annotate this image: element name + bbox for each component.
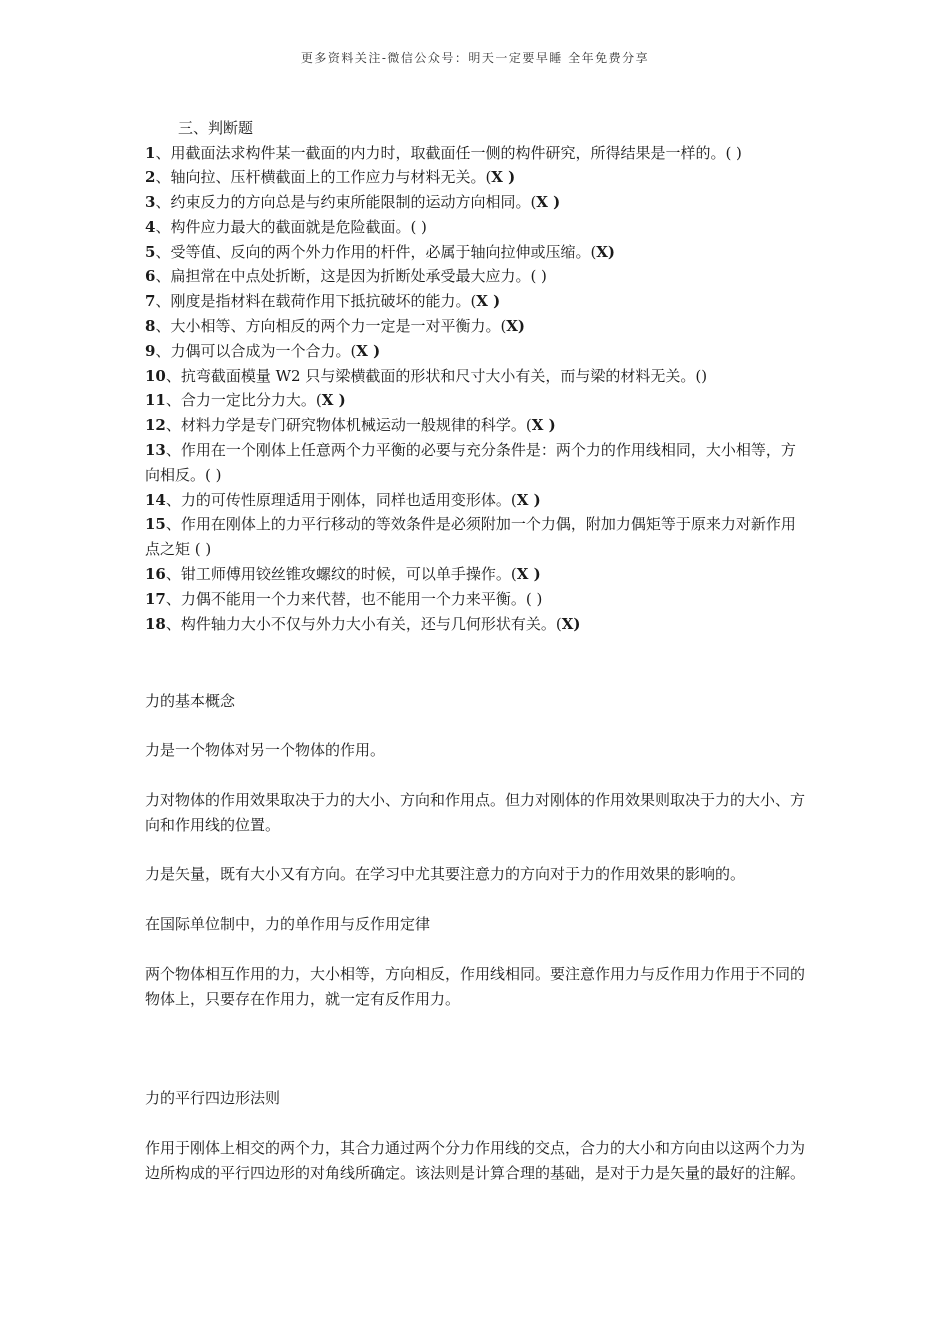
question-item [145,488,810,513]
question-number: 4 [145,217,156,236]
paragraph-si-units: 在国际单位制中，力的单作用与反作用定律 [145,915,431,933]
question-text: 、约束反力的方向总是与约束所能限制的运动方向相同。( [155,193,537,212]
question-number: 1 [145,143,156,162]
question-item [145,215,810,240]
question-item [145,413,810,438]
question-item [145,562,810,587]
question-item [145,314,810,339]
question-text: 、材料力学是专门研究物体机械运动一般规律的科学。( [165,416,532,435]
question-text: 、用截面法求构件某一截面的内力时，取截面任一侧的构件研究，所得结果是一样的。( ) [155,143,742,162]
question-number: 15 [145,515,166,534]
question-item [145,289,810,314]
question-text: 、抗弯截面模量 W2 只与梁横截面的形状和尺寸大小有关，而与梁的材料无关。() [165,366,708,385]
paragraph-force-effect: 力对物体的作用效果取决于力的大小、方向和作用点。但力对刚体的作用效果则取决于力的大小、方向和作用线的位置。 [145,791,806,834]
question-item [145,364,810,389]
question-text: 、合力一定比分力大。( [165,391,322,410]
question-text: 、力偶可以合成为一个合力。( [155,341,357,360]
heading-force-basic-concept: 力的基本概念 [145,692,236,710]
question-number: 16 [145,565,166,584]
question-text: 、构件轴力大小不仅与外力大小有关，还与几何形状有关。( [165,614,562,633]
question-item [145,612,810,637]
question-number: 10 [145,366,166,385]
question-number: 7 [145,292,156,311]
question-text: 、受等值、反向的两个外力作用的杆件，必属于轴向拉伸或压缩。( [155,242,597,261]
heading-parallelogram-law: 力的平行四边形法则 [145,1089,281,1107]
paragraph-action-reaction: 两个物体相互作用的力，大小相等，方向相反，作用线相同。要注意作用力与反作用力作用于不同的物体上，只要存在作用力，就一定有反作用力。 [145,965,806,1008]
question-number: 18 [145,614,166,633]
question-answer: X ) [476,292,501,311]
question-list [145,141,810,637]
question-text: 、扁担常在中点处折断，这是因为折断处承受最大应力。( ) [155,267,547,286]
question-text: 、力偶不能用一个力来代替，也不能用一个力来平衡。( ) [165,589,543,608]
question-text: 、作用在刚体上的力平行移动的等效条件是必须附加一个力偶，附加力偶矩等于原来力对新作用点之矩 ( ) [145,515,796,559]
question-text: 、力的可传性原理适用于刚体，同样也适用变形体。( [165,490,517,509]
question-number: 3 [145,193,156,212]
question-number: 14 [145,490,166,509]
question-text: 、钳工师傅用铰丝锥攻螺纹的时候，可以单手操作。( [165,565,517,584]
question-text: 、构件应力最大的截面就是危险截面。( ) [155,217,427,236]
question-item [145,587,810,612]
question-number: 9 [145,341,156,360]
page-header: 更多资料关注-微信公众号：明天一定要早睡 全年免费分享 [300,51,650,65]
question-item [145,438,810,488]
question-answer: X ) [321,391,346,410]
question-number: 2 [145,168,156,187]
question-text: 、轴向拉、压杆横截面上的工作应力与材料无关。( [155,168,492,187]
judgment-section [145,116,810,636]
question-number: 17 [145,589,166,608]
question-answer: X) [561,614,581,633]
paragraph-force-definition: 力是一个物体对另一个物体的作用。 [145,741,386,759]
question-answer: X ) [536,193,561,212]
question-item [145,388,810,413]
question-answer: X) [596,242,616,261]
question-item [145,141,810,166]
section-title: 三、判断题 [178,119,254,137]
question-text: 、大小相等、方向相反的两个力一定是一对平衡力。( [155,317,507,336]
question-item [145,512,810,562]
question-item [145,264,810,289]
question-number: 12 [145,416,166,435]
question-item [145,190,810,215]
question-number: 6 [145,267,156,286]
question-answer: X ) [516,565,541,584]
question-answer: X ) [516,490,541,509]
question-number: 8 [145,317,156,336]
question-item [145,165,810,190]
question-answer: X ) [531,416,556,435]
question-answer: X) [506,317,526,336]
question-answer: X ) [491,168,516,187]
question-number: 5 [145,242,156,261]
paragraph-force-vector: 力是矢量，既有大小又有方向。在学习中尤其要注意力的方向对于力的作用效果的影响的。 [145,865,746,883]
question-answer: X ) [356,341,381,360]
question-item [145,240,810,265]
question-text: 、刚度是指材料在载荷作用下抵抗破坏的能力。( [155,292,477,311]
question-text: 、作用在一个刚体上任意两个力平衡的必要与充分条件是：两个力的作用线相同，大小相等，方向相反。( ) [145,441,796,484]
question-number: 13 [145,441,166,460]
paragraph-parallelogram-law: 作用于刚体上相交的两个力，其合力通过两个分力作用线的交点，合力的大小和方向由以这两个力为边所构成的平行四边形的对角线所确定。该法则是计算合理的基础，是对于力是矢量的最好的注解。 [145,1139,806,1182]
question-number: 11 [145,391,166,410]
question-item [145,339,810,364]
